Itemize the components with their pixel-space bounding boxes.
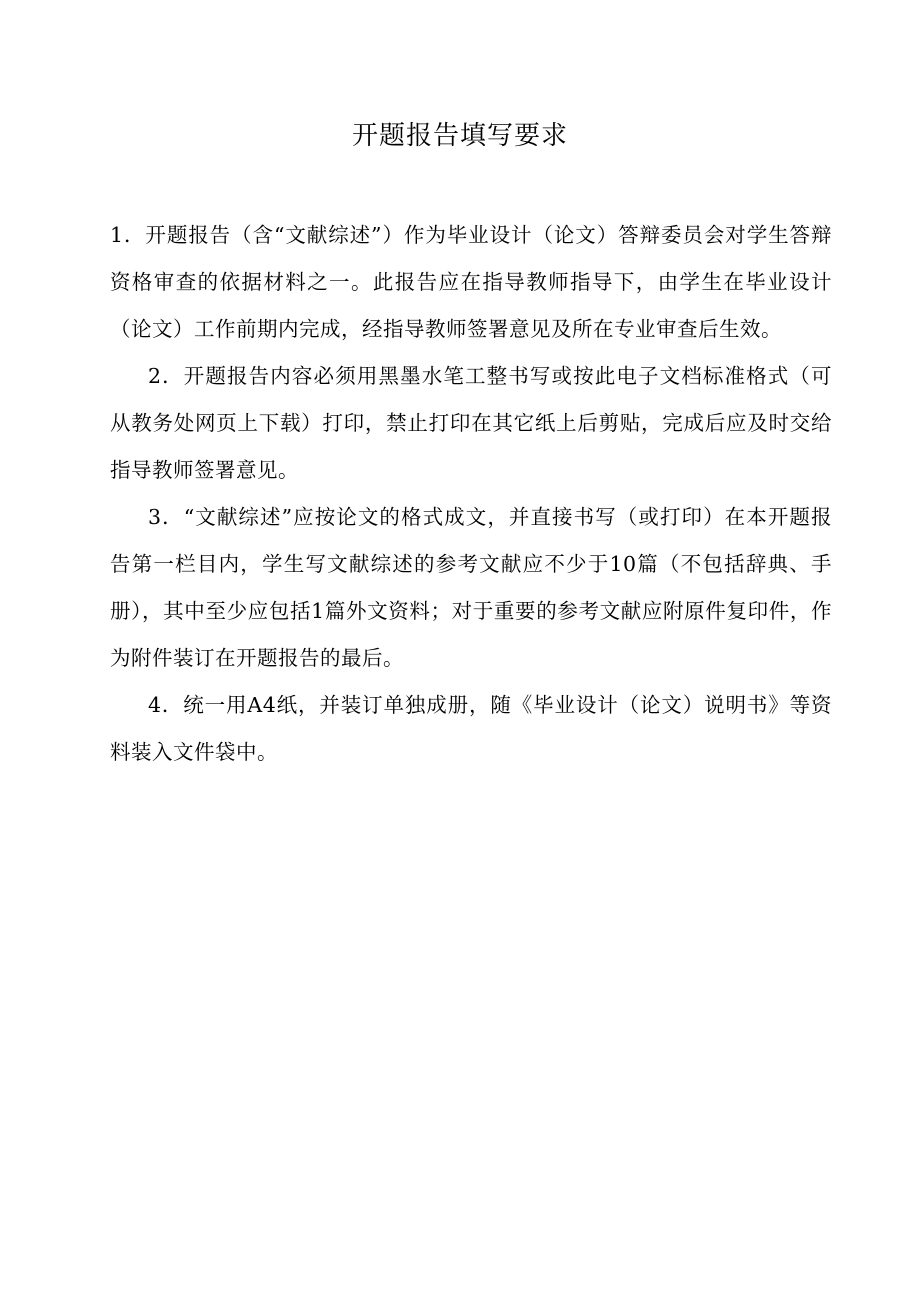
requirement-paragraph-1: 1．开题报告（含“文献综述”）作为毕业设计（论文）答辩委员会对学生答辩资格审查的依据材料之一。此报告应在指导教师指导下，由学生在毕业设计（论文）工作前期内完成，经指导教师签署意见及所在专业审查后生效。 bbox=[110, 223, 832, 341]
requirement-paragraph-3: 3．“文献综述”应按论文的格式成文，并直接书写（或打印）在本开题报告第一栏目内，学生写文献综述的参考文献应不少于10篇（不包括辞典、手册），其中至少应包括1篇外文资料；对于重要的参考文献应附原件复印件，作为附件装订在开题报告的最后。 bbox=[110, 505, 832, 670]
requirement-paragraph-2: 2．开题报告内容必须用黑墨水笔工整书写或按此电子文档标准格式（可从教务处网页上下载）打印，禁止打印在其它纸上后剪贴，完成后应及时交给指导教师签署意见。 bbox=[110, 364, 832, 482]
requirements-list bbox=[110, 212, 832, 776]
document-title: 开题报告填写要求 bbox=[351, 121, 568, 151]
requirement-paragraph-4: 4．统一用A4纸，并装订单独成册，随《毕业设计（论文）说明书》等资料装入文件袋中。 bbox=[110, 693, 832, 764]
